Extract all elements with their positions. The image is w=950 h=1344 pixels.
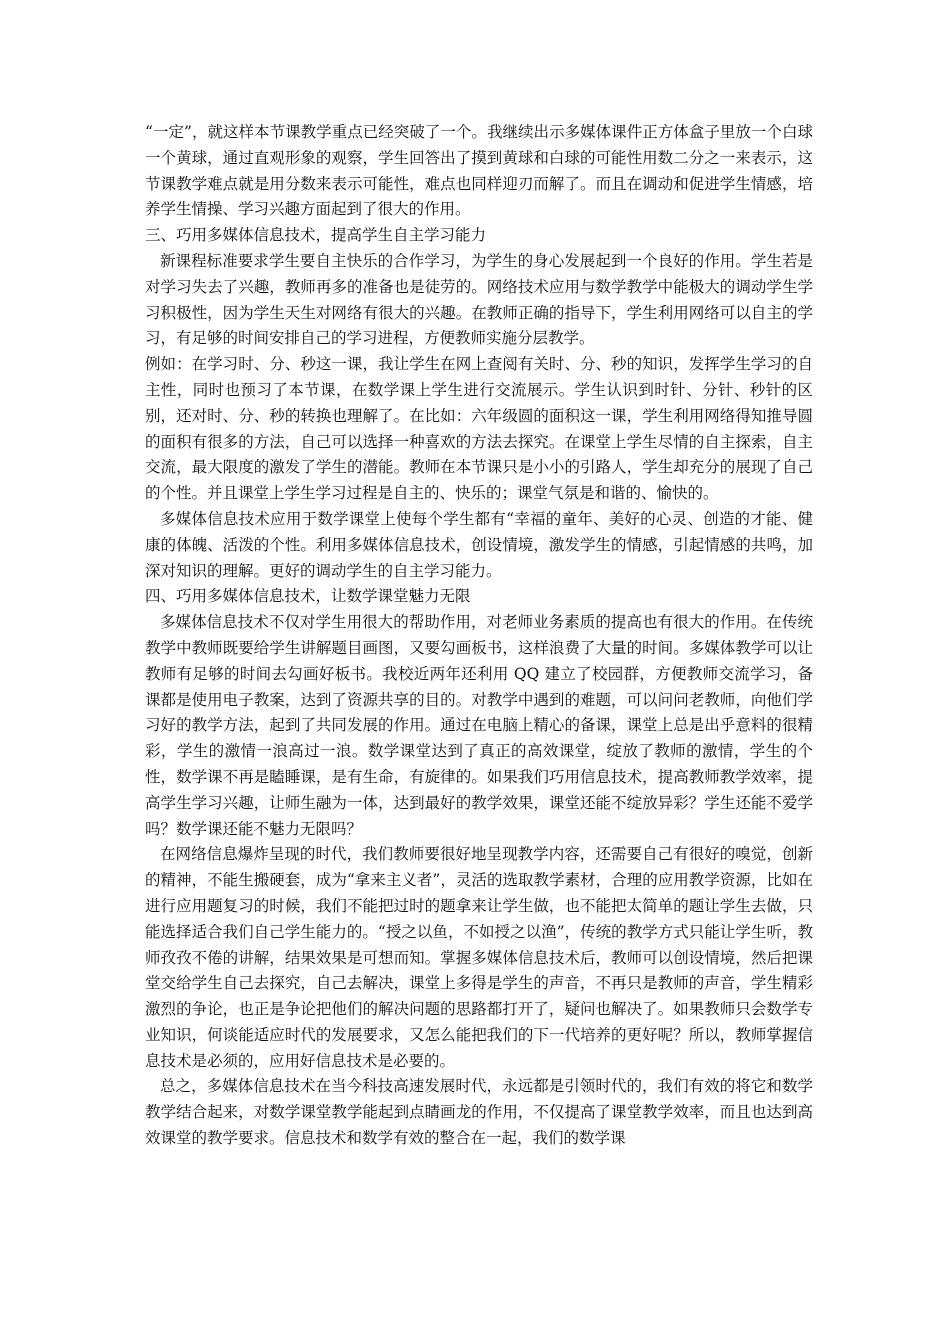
paragraph-4: 多媒体信息技术应用于数学课堂上使每个学生都有“幸福的童年、美好的心灵、创造的才能、健康的体魄、活泼的个性。利用多媒体信息技术，创设情境，激发学生的情感，引起情感的共鸣，加深对知识的理解。更好的调动学生的自主学习能力。 (145, 509, 813, 580)
paragraph-3: 例如：在学习时、分、秒这一课，我让学生在网上查阅有关时、分、秒的知识，发挥学生学习的自主性，同时也预习了本节课，在数学课上学生进行交流展示。学生认识到时针、分针、秒针的区别，还对时、分、秒的转换也理解了。在比如：六年级圆的面积这一课，学生利用网络得知推导圆的面积有很多的方法，自己可以选择一种喜欢的方法去探究。在课堂上学生尽情的自主探索，自主交流，最大限度的激发了学生的潜能。教师在本节课只是小小的引路人，学生却充分的展现了自己的个性。并且课堂上学生学习过程是自主的、快乐的；课堂气氛是和谐的、愉快的。 (145, 355, 813, 503)
paragraph-2: 新课程标准要求学生要自主快乐的合作学习，为学生的身心发展起到一个良好的作用。学生若是对学习失去了兴趣，教师再多的准备也是徒劳的。网络技术应用与数学教学中能极大的调动学生学习积极性，因为学生天生对网络有很大的兴趣。在教师正确的指导下，学生利用网络可以自主的学习，有足够的时间安排自己的学习进程，方便教师实施分层教学。 (145, 251, 813, 348)
paragraph-1: “一定”，就这样本节课教学重点已经突破了一个。我继续出示多媒体课件正方体盒子里放一个白球一个黄球，通过直观形象的观察，学生回答出了摸到黄球和白球的可能性用数二分之一来表示，这节课教学难点就是用分数来表示可能性，难点也同样迎刃而解了。而且在调动和促进学生情感，培养学生情操、学习兴趣方面起到了很大的作用。 (145, 123, 813, 219)
paragraph-5: 多媒体信息技术不仅对学生用很大的帮助作用，对老师业务素质的提高也有很大的作用。在传统教学中教师既要给学生讲解题目画图，又要勾画板书，这样浪费了大量的时间。多媒体教学可以让教师有足够的时间去勾画好板书。我校近两年还利用 QQ 建立了校园群，方便教师交流学习，备课都是使用电子教案，达到了资源共享的目的。对教学中遇到的难题，可以问问老教师，向他们学习好的教学方法，起到了共同发展的作用。通过在电脑上精心的备课，课堂上总是出乎意料的很精彩，学生的激情一浪高过一浪。数学课堂达到了真正的高效课堂，绽放了教师的激情，学生的个性，数学课不再是瞌睡课，是有生命，有旋律的。如果我们巧用信息技术，提高教师教学效率，提高学生学习兴趣，让师生融为一体，达到最好的教学效果，课堂还能不绽放异彩？学生还能不爱学吗？数学课还能不魅力无限吗？ (145, 613, 813, 838)
document-page (145, 120, 813, 1152)
paragraph-6: 在网络信息爆炸呈现的时代，我们教师要很好地呈现教学内容，还需要自己有很好的嗅觉，创新的精神，不能生搬硬套，成为“拿来主义者”，灵活的选取教学素材，合理的应用教学资源，比如在进行应用题复习的时候，我们不能把过时的题拿来让学生做，也不能把太简单的题让学生去做，只能选择适合我们自己学生能力的。“授之以鱼，不如授之以渔”，传统的教学方式只能让学生听，教师孜孜不倦的讲解，结果效果是可想而知。掌握多媒体信息技术后，教师可以创设情境，然后把课堂交给学生自己去探究，自己去解决，课堂上多得是学生的声音，不再只是教师的声音，学生精彩激烈的争论，也正是争论把他们的解决问题的思路都打开了，疑问也解决了。如果教师只会数学专业知识，何谈能适应时代的发展要求，又怎么能把我们的下一代培养的更好呢？所以，教师掌握信息技术是必须的，应用好信息技术是必要的。 (145, 845, 813, 1070)
section-heading-3: 三、巧用多媒体信息技术，提高学生自主学习能力 (145, 226, 487, 245)
section-heading-4: 四、巧用多媒体信息技术，让数学课堂魅力无限 (145, 587, 471, 606)
paragraph-7: 总之，多媒体信息技术在当今科技高速发展时代，永远都是引领时代的，我们有效的将它和数学教学结合起来，对数学课堂教学能起到点睛画龙的作用，不仅提高了课堂教学效率，而且也达到高效课堂的教学要求。信息技术和数学有效的整合在一起，我们的数学课 (145, 1077, 813, 1148)
